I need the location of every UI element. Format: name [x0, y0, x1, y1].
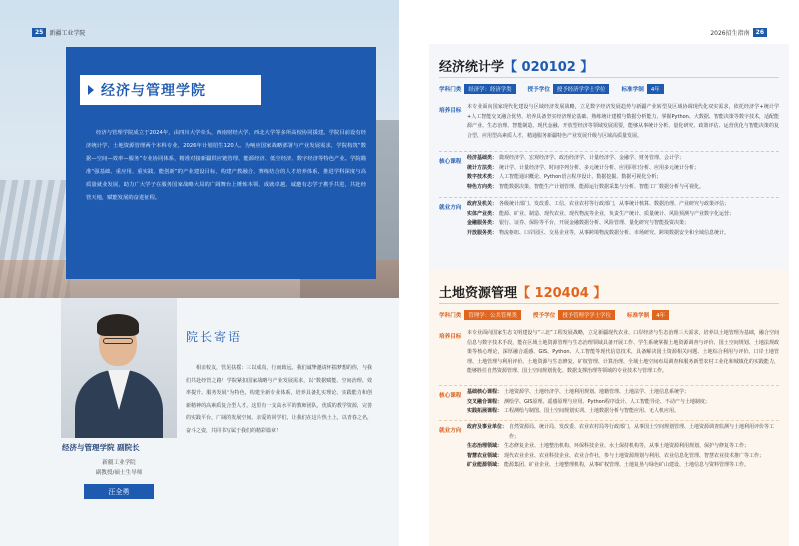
major-tags — [439, 310, 681, 320]
list-item — [467, 407, 779, 417]
list-item-key: 统计方法类： — [467, 164, 498, 171]
objective-heading: 培养目标 — [439, 108, 462, 114]
list-item-value: 统计学、计量经济学、时间序列分析、多元统计分析、应用回归分析、应用多元统计分析； — [499, 164, 700, 171]
category-label: 学科门类 — [439, 87, 462, 93]
page-number-badge: 25 — [32, 28, 46, 37]
left-page-header — [32, 28, 85, 37]
degree-label: 授予学位 — [527, 87, 550, 93]
list-item-value: 物流枢纽、口岸园区、交易企业等，从事跨境物流数据分析、市场研究、跨境数据安全和全域信息统计。 — [499, 229, 730, 236]
list-item — [467, 423, 779, 442]
arrow-right-icon — [88, 85, 94, 95]
list-item — [467, 388, 779, 398]
list-item — [467, 210, 779, 220]
list-item-value: 土地资源学、土地经济学、土地利用规划、地籍管理、土地法学、土地信息系统学； — [504, 389, 690, 395]
major-name: 土地资源管理 — [439, 286, 518, 301]
dean-title: 经济与管理学院 副院长 — [62, 443, 140, 452]
list-item-key: 特色方向类： — [467, 183, 498, 190]
core-courses-heading: 核心课程 — [439, 393, 462, 399]
section-divider — [439, 385, 779, 386]
major-code: 【 020102 】 — [504, 60, 594, 75]
college-intro-text: 经济与管理学院成立于2024年，由四川大学牵头，西南财经大学、西北大学等多所高校协同援建。学院目前设有经济统计学、土地资源管理两个本科专业，2026年计划招生120人。为响应国家战略部署与产业发展需求，学院构筑“数据—空间—效率—服务”专业协同体系，精准对接新疆供应链管理、能源经济、低空经济、数字经济等特色产业。学院瞄准“强基础、重应用、重实践、能创新”的产业建设目标，构建产教融合、赛练结合的人才培养体系，推进学科深度与高质量就业发展，助力广大学子在服务国家战略大局的广阔舞台上锤炼本领、成就卓越，诚邀有志学子携手共进，共赴经管天地，赋能发展的奋进征程。 — [86, 130, 366, 201]
list-item — [467, 452, 779, 462]
list-item-key: 智慧农业领域： — [467, 452, 503, 459]
list-item-key: 基础核心课程： — [467, 389, 503, 395]
list-item-key: 政府及事业单位： — [467, 424, 508, 430]
list-item-value: 测绘学、GIS原理、遥感原理与应用、Python程序设计、人工智能导论、不动产与土地制度； — [504, 398, 710, 405]
list-item — [467, 173, 779, 183]
list-item-value: 工程测绘与制图、国土空间规划实训、土地数据分析与智能应用、无人机应用。 — [504, 408, 680, 415]
duration-label: 标准学制 — [626, 313, 650, 319]
category-pill: 经济学：经济学类 — [464, 84, 515, 94]
list-item — [467, 154, 779, 164]
list-item — [467, 229, 779, 239]
core-courses-list — [467, 154, 779, 192]
list-item-value: 人工智能通识概论、Python语言程序设计、数据挖掘、数据可视化分析； — [499, 174, 662, 181]
dean-org: 新疆工业学院 — [102, 460, 136, 466]
college-title-bar — [80, 75, 261, 105]
list-item-key: 开放服务类： — [467, 229, 498, 236]
list-item — [467, 398, 779, 408]
career-heading: 就业方向 — [439, 428, 462, 434]
letter-title: 院长寄语 — [186, 330, 243, 344]
core-courses-heading: 核心课程 — [439, 159, 462, 165]
major-section-land-resource-management — [429, 270, 789, 546]
title-divider — [439, 303, 779, 304]
photo-hair-shape — [97, 314, 139, 336]
list-item-value: 自然资源局、统计局、发改委、农业农村局等行政部门，从事国土空间规划管理、土地资源调查监测与土地利用评价等工作； — [509, 424, 775, 440]
category-label: 学科门类 — [439, 313, 462, 319]
major-section-economic-statistics — [429, 44, 789, 272]
list-item-key: 政府及机关： — [467, 201, 498, 207]
major-title — [439, 282, 606, 301]
dean-role: 副教授/硕士生导师 — [95, 470, 143, 476]
letter-body: 相亲校友，管见扶摇：三以成真，行而致远。我们诚挚邀请怀揣梦想的你，与我们共赴经管之路！学院紧扣国家战略与产业发展需求，以“数据赋能、空间治理、效率提升、服务发展”为特色，构建全新专业体系，培养具备扎实理论、实践能力和创新精神的高素质复合型人才。这里有一支高水平的教师团队，优质的教学资源，完善的实践平台，广阔的发展空间。亲爱的同学们，让我们在这片热土上，以青春之名，奋斗之姿，共同书写属于我们的精彩篇章！ — [186, 365, 372, 434]
list-item-key: 经济基础类： — [467, 155, 498, 161]
degree-label: 授予学位 — [532, 313, 556, 319]
list-item-key: 矿业能源领域： — [467, 462, 503, 469]
right-page — [399, 0, 799, 546]
list-item-value: 银行、证券、保险等平台，开展金融数据分析、风险管理、量化研究与智能投资决策； — [499, 220, 690, 227]
list-item-value: 微观经济学、宏观经济学、政治经济学、计量经济学、金融学、财务管理、会计学； — [499, 155, 685, 161]
list-item — [467, 164, 779, 174]
list-item — [467, 442, 779, 452]
header-guide-name: 2026招生指南 — [710, 30, 750, 37]
career-list — [467, 423, 779, 471]
list-item-value: 生态修复企业、土地整治机构、环保科技企业、水土保持机构等，从事土地资源利用规划、保护与修复等工作； — [504, 443, 750, 450]
core-courses-list — [467, 388, 779, 417]
college-intro-panel — [66, 47, 376, 279]
header-school-name: 新疆工业学院 — [49, 30, 86, 37]
degree-pill: 授予管理学学士学位 — [558, 310, 615, 320]
list-item-key: 金融服务类： — [467, 220, 498, 227]
list-item-key: 生态治理领域： — [467, 443, 503, 450]
list-item-value: 现代农业企业、农业科技企业、农业合作社，参与土地资源规划与利用、农业信息化管理、智慧农业技术推广等工作； — [504, 452, 765, 459]
college-title: 经济与管理学院 — [101, 83, 206, 99]
list-item-key: 实践拓展课程： — [467, 408, 503, 415]
objective-text: 本专业面向国家生态文明建设与“三北”工程发展战略，立足新疆现代农业、口岸经济与生态治理三大需求，培养以土地管理为基础，融合空间信息与数字技术手段，能在区域土地资源管理与生态治理领域具备开展工作、学生系统掌握土地资源调查与评价、国土空间规划、土地法规政策等核心理论，深厚融合遥感、GIS、Python、人工智能等现代信息技术，具备解决国土资源相关问题、土地综合利用与评价、口岸土地管理、土地管理与利用评价、土地资源与生态修复、矿权管理、计算治理、全域土地空间布局调查和服务新型农村工业化和城镇化的实践能力，能够胜任自然资源管理、国土空间规划优化、数据支撑治理等领域的专业技术与管理工作。 — [467, 330, 779, 375]
right-page-header — [710, 28, 767, 37]
duration-label: 标准学制 — [621, 87, 644, 93]
list-item — [467, 461, 779, 471]
list-item-key: 数字技术类： — [467, 174, 498, 181]
photo-glasses-shape — [103, 338, 133, 344]
duration-pill: 4年 — [647, 84, 664, 94]
left-page — [0, 0, 399, 546]
list-item-key: 交叉融合课程： — [467, 398, 503, 405]
major-tags — [439, 84, 676, 94]
page-number-badge: 26 — [753, 28, 767, 37]
dean-photo — [61, 298, 177, 438]
list-item — [467, 200, 779, 210]
major-title — [439, 56, 593, 75]
major-name: 经济统计学 — [439, 60, 505, 75]
section-divider — [439, 420, 779, 421]
list-item-value: 智能数据决策、智能生产计划管理、能源运行数据采集与分析、智能工厂数据分析与可视化。 — [499, 183, 705, 190]
major-code: 【 120404 】 — [517, 286, 607, 301]
objective-text: 本专业面向国家现代化建设与区域经济发展战略，立足数字经济发展趋势与新疆产业转型及区域协调现代化双实需求，依托经济学+统计学+人工智能交叉融合优势，培养具备坚实经济理论基础、熟练统计建模与数据分析能力，掌握Python、大数据、智能决策等数字技术，适配能源产业、生态治理、智能制造、现代金融、开放型经济等领域发展需要，能够从事统计分析、量化研究、政策评估、运营优化与智能决策的复合型、应用型高素质人才，精通服务新疆特色产业发展升级与区域高质量发展。 — [467, 104, 779, 139]
category-pill: 管理学：公共管理类 — [464, 310, 521, 320]
section-divider — [439, 151, 779, 152]
career-list — [467, 200, 779, 238]
section-divider — [439, 197, 779, 198]
dean-signature: 汪全勇 — [84, 484, 154, 499]
career-heading: 就业方向 — [439, 205, 462, 211]
list-item-key: 实体产业类： — [467, 210, 498, 217]
degree-pill: 授予经济学学士学位 — [553, 84, 610, 94]
list-item — [467, 183, 779, 193]
list-item-value: 各级统计部门、发改委、工信、农业农村等行政部门，从事统计核算、数据治理、产业研究与政策评估； — [499, 201, 730, 207]
list-item — [467, 219, 779, 229]
title-divider — [439, 77, 779, 78]
list-item-value: 能源、矿业、制造、现代农业、现代物流等企业，负责生产统计、质量统计、风险预测与产业数字化运营； — [499, 210, 735, 217]
duration-pill: 4年 — [652, 310, 669, 320]
dean-affiliation — [62, 458, 176, 478]
objective-heading: 培养目标 — [439, 334, 462, 340]
list-item-value: 能源集团、矿业企业、土地整理机构，从事矿权管理、土地复垦与绿色矿山建设、土地信息与资料管理等工作。 — [504, 462, 750, 469]
